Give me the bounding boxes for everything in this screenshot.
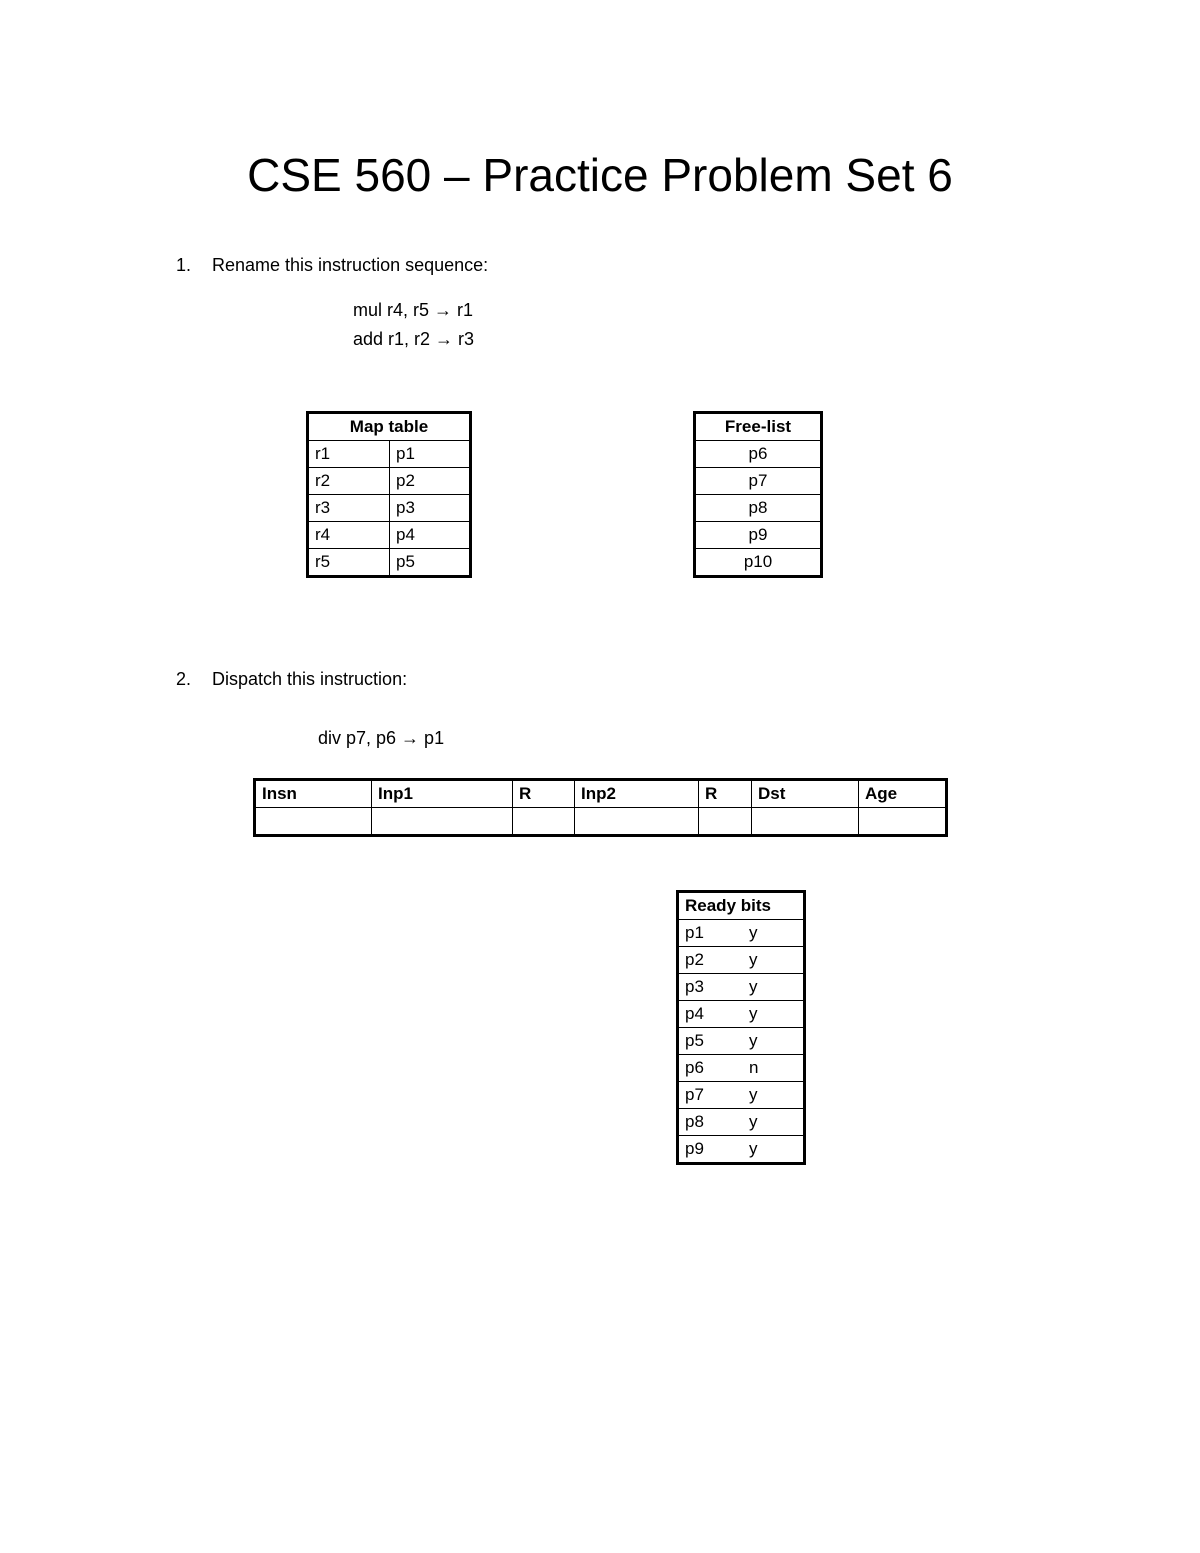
phys-reg: p4 bbox=[390, 522, 470, 549]
ready-flag: y bbox=[743, 974, 804, 1001]
arch-reg: r4 bbox=[309, 522, 390, 549]
table-row bbox=[679, 1055, 804, 1082]
table-row bbox=[696, 441, 821, 468]
question-2-prompt: Dispatch this instruction: bbox=[212, 669, 408, 689]
question-1 bbox=[176, 255, 488, 276]
question-1-number: 1. bbox=[176, 255, 192, 275]
phys-reg: p5 bbox=[679, 1028, 744, 1055]
map-table-header: Map table bbox=[309, 414, 470, 441]
arch-reg: r3 bbox=[309, 495, 390, 522]
ready-flag: y bbox=[743, 1082, 804, 1109]
page-title: CSE 560 – Practice Problem Set 6 bbox=[247, 149, 953, 201]
question-2-number: 2. bbox=[176, 669, 192, 689]
free-list-header: Free-list bbox=[696, 414, 821, 441]
empty-cell bbox=[859, 808, 946, 835]
table-row bbox=[679, 1001, 804, 1028]
free-reg: p8 bbox=[696, 495, 821, 522]
col-insn: Insn bbox=[256, 781, 372, 808]
table-row bbox=[696, 522, 821, 549]
phys-reg: p7 bbox=[679, 1082, 744, 1109]
table-row bbox=[679, 1109, 804, 1136]
ready-bits-table bbox=[678, 892, 804, 1163]
arch-reg: r1 bbox=[309, 441, 390, 468]
table-row bbox=[309, 549, 470, 576]
empty-cell bbox=[699, 808, 752, 835]
col-age: Age bbox=[859, 781, 946, 808]
table-row bbox=[696, 495, 821, 522]
ready-flag: y bbox=[743, 1028, 804, 1055]
ready-flag: y bbox=[743, 1136, 804, 1163]
phys-reg: p1 bbox=[679, 920, 744, 947]
table-row bbox=[696, 468, 821, 495]
free-list-table bbox=[695, 413, 821, 576]
empty-cell bbox=[513, 808, 575, 835]
table-row bbox=[679, 920, 804, 947]
empty-cell bbox=[752, 808, 859, 835]
phys-reg: p2 bbox=[390, 468, 470, 495]
free-reg: p7 bbox=[696, 468, 821, 495]
col-r2: R bbox=[699, 781, 752, 808]
empty-cell bbox=[372, 808, 513, 835]
free-reg: p10 bbox=[696, 549, 821, 576]
table-row bbox=[696, 549, 821, 576]
table-row bbox=[679, 974, 804, 1001]
free-reg: p6 bbox=[696, 441, 821, 468]
phys-reg: p9 bbox=[679, 1136, 744, 1163]
ready-flag: n bbox=[743, 1055, 804, 1082]
empty-cell bbox=[575, 808, 699, 835]
ready-bits-header: Ready bits bbox=[679, 893, 804, 920]
ready-flag: y bbox=[743, 947, 804, 974]
question-1-code bbox=[353, 296, 474, 354]
phys-reg: p4 bbox=[679, 1001, 744, 1028]
phys-reg: p8 bbox=[679, 1109, 744, 1136]
table-row bbox=[679, 1028, 804, 1055]
code-line: mul r4, r5 → r1 bbox=[353, 300, 474, 320]
phys-reg: p3 bbox=[390, 495, 470, 522]
col-inp1: Inp1 bbox=[372, 781, 513, 808]
phys-reg: p1 bbox=[390, 441, 470, 468]
table-row bbox=[309, 522, 470, 549]
phys-reg: p3 bbox=[679, 974, 744, 1001]
question-1-prompt: Rename this instruction sequence: bbox=[212, 255, 489, 275]
col-dst: Dst bbox=[752, 781, 859, 808]
question-2 bbox=[176, 669, 407, 690]
table-row bbox=[309, 495, 470, 522]
table-row bbox=[256, 808, 946, 835]
table-row bbox=[309, 441, 470, 468]
phys-reg: p5 bbox=[390, 549, 470, 576]
ready-flag: y bbox=[743, 920, 804, 947]
arch-reg: r5 bbox=[309, 549, 390, 576]
question-2-code: div p7, p6 → p1 bbox=[318, 728, 445, 748]
ready-flag: y bbox=[743, 1001, 804, 1028]
code-line: add r1, r2 → r3 bbox=[353, 329, 475, 349]
table-row bbox=[309, 468, 470, 495]
table-row bbox=[679, 1082, 804, 1109]
free-reg: p9 bbox=[696, 522, 821, 549]
map-table bbox=[308, 413, 470, 576]
arch-reg: r2 bbox=[309, 468, 390, 495]
phys-reg: p6 bbox=[679, 1055, 744, 1082]
table-row bbox=[679, 1136, 804, 1163]
issue-queue-table bbox=[255, 780, 946, 835]
col-r1: R bbox=[513, 781, 575, 808]
issue-queue-header-row bbox=[256, 781, 946, 808]
empty-cell bbox=[256, 808, 372, 835]
table-row bbox=[679, 947, 804, 974]
phys-reg: p2 bbox=[679, 947, 744, 974]
ready-flag: y bbox=[743, 1109, 804, 1136]
col-inp2: Inp2 bbox=[575, 781, 699, 808]
